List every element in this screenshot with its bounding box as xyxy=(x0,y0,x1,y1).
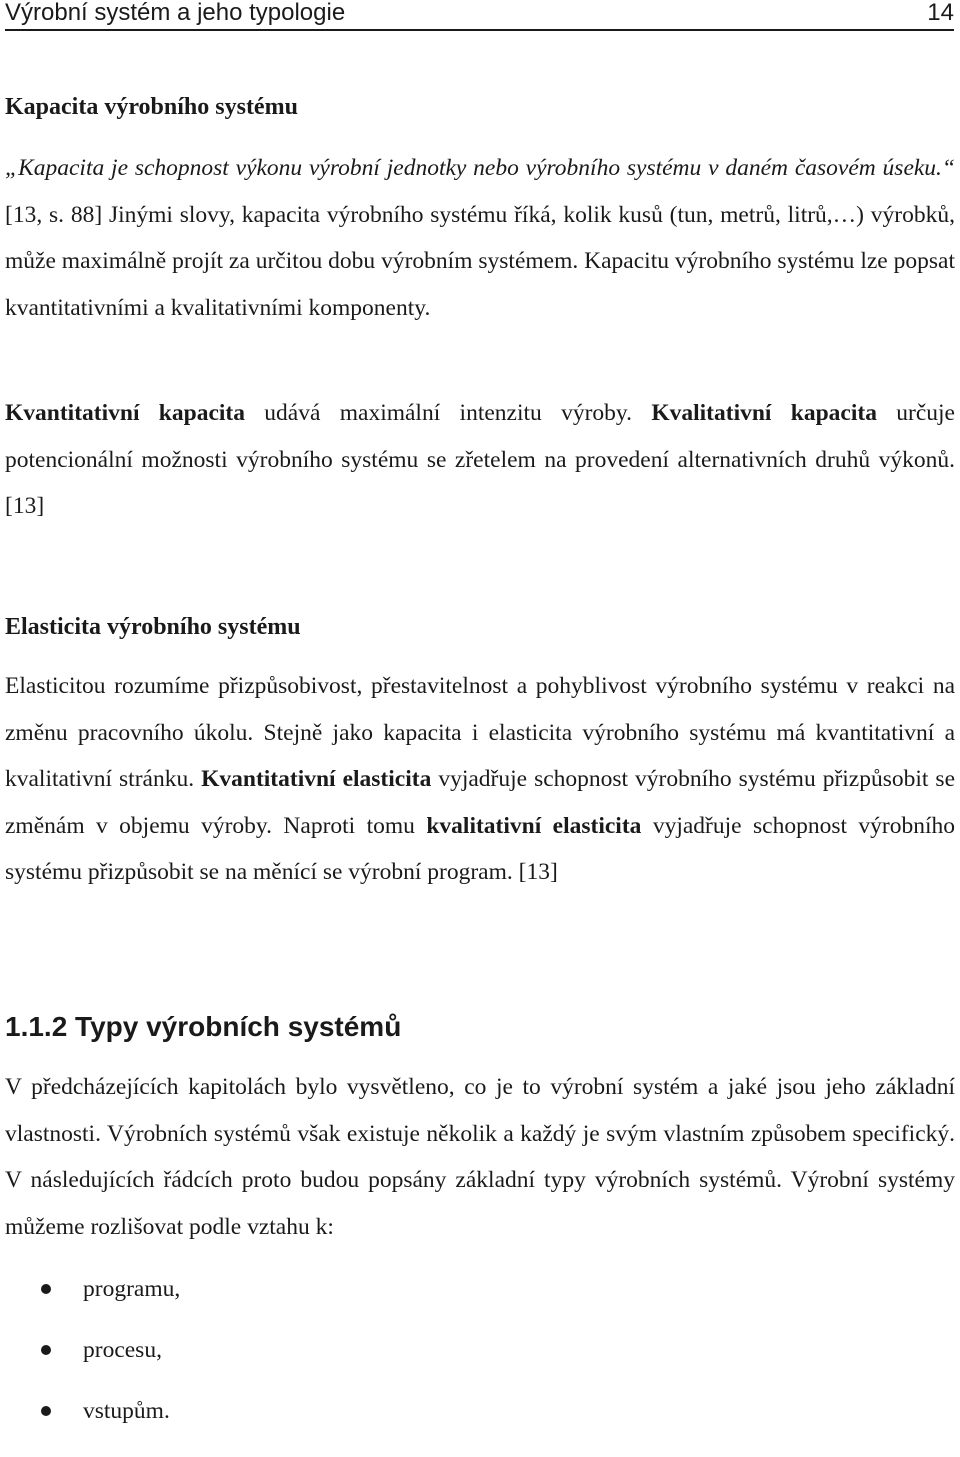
types-section-heading: 1.1.2 Typy výrobních systémů xyxy=(5,1011,402,1042)
capacity-definition-paragraph xyxy=(5,145,955,331)
qualitative-capacity-term: Kvalitativní kapacita xyxy=(651,400,877,426)
qualitative-elasticity-term: kvalitativní elasticita xyxy=(426,812,642,839)
list-item-text: procesu, xyxy=(83,1337,162,1363)
quantitative-elasticity-term: Kvantitativní elasticita xyxy=(201,766,432,792)
bullet-icon xyxy=(41,1284,51,1294)
bullet-icon xyxy=(41,1345,51,1355)
header-title: Výrobní systém a jeho typologie xyxy=(5,0,346,26)
capacity-heading: Kapacita výrobního systému xyxy=(5,94,298,120)
elasticity-paragraph xyxy=(5,663,955,896)
elasticity-text-1: Elasticitou rozumíme přizpůsobivost, přestavitelnost a pohyblivost výrobního systému v reakci na změnu pracovního úkolu. Stejně jako kapacita i elasticita výrobního systému má kvantitativní a kvalitativní stránku. xyxy=(5,673,955,792)
types-paragraph: V předcházejících kapitolách bylo vysvětleno, co je to výrobní systém a jaké jsou jeho základní vlastnosti. Výrobních systémů však existuje několik a každý je svým vlastním způsobem specifický. V následujících řádcích proto budou popsány základní typy výrobních systémů. Výrobní systémy můžeme rozlišovat podle vztahu k: xyxy=(5,1074,955,1240)
capacity-heading-block xyxy=(5,92,955,122)
page-number: 14 xyxy=(927,0,954,26)
list-item-text: programu, xyxy=(83,1276,181,1302)
list-item-text: vstupům. xyxy=(83,1398,170,1424)
elasticity-heading: Elasticita výrobního systému xyxy=(5,614,301,640)
capacity-types-block xyxy=(5,390,955,530)
types-bullet-list xyxy=(5,1274,905,1457)
qualitative-capacity-text: určuje potencionální možnosti výrobního systému se zřetelem na provedení alternativních druhů výkonů. [13] xyxy=(5,400,955,519)
elasticity-text-2: vyjadřuje schopnost výrobního systému přizpůsobit se změnám v objemu výroby. Naproti tomu xyxy=(5,766,955,839)
list-item xyxy=(5,1274,905,1335)
list-item xyxy=(5,1396,905,1457)
capacity-definition-block xyxy=(5,145,955,331)
quantitative-capacity-text: udává maximální intenzitu výroby. xyxy=(244,400,652,426)
running-header xyxy=(5,0,954,31)
types-block xyxy=(5,1064,955,1250)
list-item xyxy=(5,1335,905,1396)
bullet-icon xyxy=(41,1406,51,1416)
elasticity-heading-block xyxy=(5,612,955,642)
elasticity-text-3: vyjadřuje schopnost výrobního systému přizpůsobit se na měnící se výrobní program. [13] xyxy=(5,812,956,885)
capacity-explanation: [13, s. 88] Jinými slovy, kapacita výrobního systému říká, kolik kusů (tun, metrů, litrů,…) výrobků, může maximálně projít za určitou dobu výrobním systémem. Kapacitu výrobního systému lze popsat kvantitativními a kvalitativními komponenty. xyxy=(5,201,955,321)
quantitative-capacity-term: Kvantitativní kapacita xyxy=(5,400,245,426)
capacity-types-paragraph xyxy=(5,390,955,530)
capacity-quote: „Kapacita je schopnost výkonu výrobní jednotky nebo výrobního systému v daném časovém úseku.“ xyxy=(5,155,955,181)
types-heading-block xyxy=(5,1010,955,1044)
elasticity-block xyxy=(5,663,955,896)
